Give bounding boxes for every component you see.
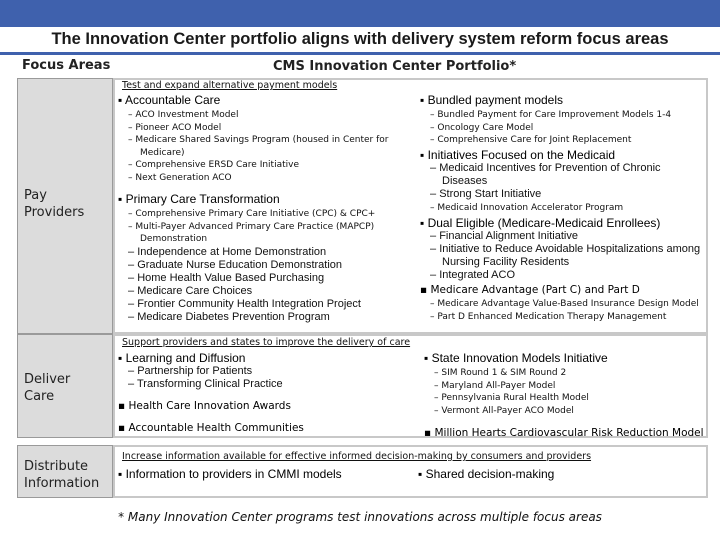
primary-care-title: Primary Care Transformation [125,192,280,206]
million-hearts-title: Million Hearts Cardiovascular Risk Reduction Model [434,427,704,439]
top-banner [0,0,720,27]
list-item: – Maryland All-Payer Model [434,380,704,393]
learning-diffusion-list [128,365,408,391]
primary-care-list [128,208,408,246]
medicare-advantage-list [430,298,704,323]
list-item: – Part D Enhanced Medication Therapy Management [430,311,704,324]
list-item: – Comprehensive Care for Joint Replacement [430,134,704,147]
learning-diffusion-title: Learning and Diffusion [125,351,246,365]
accountable-care-title: Accountable Care [124,93,221,107]
list-item: – Partnership for Patients [128,365,408,378]
list-item: – Medicare Shared Savings Program (housed in Center for Medicare) [128,134,400,159]
innovation-awards-title: Health Care Innovation Awards [128,400,291,412]
shared-decision-title: Shared decision-making [425,467,555,481]
list-item: – Integrated ACO [430,269,704,282]
accountable-care-list [128,109,400,184]
distribute-info-label: Distribute Information [24,459,100,491]
pay-providers-label: Pay Providers [24,188,85,220]
list-item: – Initiative to Reduce Avoidable Hospitalizations among Nursing Facility Residents [430,243,704,269]
focus-areas-heading: Focus Areas [22,58,111,73]
list-item: – Medicare Diabetes Prevention Program [128,311,408,324]
list-item: – Pennsylvania Rural Health Model [434,392,704,405]
bundled-title: Bundled payment models [427,93,564,107]
list-item: – SIM Round 1 & SIM Round 2 [434,367,704,380]
list-item: – Independence at Home Demonstration [128,246,408,259]
list-item: – Medicaid Incentives for Prevention of Chronic Diseases [430,162,704,188]
medicare-advantage-title: Medicare Advantage (Part C) and Part D [430,284,640,296]
cmmi-info-title: Information to providers in CMMI models [125,467,342,481]
list-item: – Graduate Nurse Education Demonstration [128,259,408,272]
list-item: – Home Health Value Based Purchasing [128,272,408,285]
list-item: – Comprehensive ERSD Care Initiative [128,159,400,172]
medicaid-list [430,162,704,201]
accountable-health-communities-title: Accountable Health Communities [128,422,304,434]
list-item: – Financial Alignment Initiative [430,230,704,243]
state-innovation-list [434,367,704,417]
list-item: – ACO Investment Model [128,109,400,122]
primary-care-group: ▪ Primary Care Transformation – Comprehensive Primary Care Initiative (CPC) & CPC+ – Multi-Payer Advanced Primary Care Practice (MAPCP) Demonstration – Independence at Home Demonstration – Graduate Nurse Education Demonstration – Home Health Value Based Purchasing – Medicare Care Choices – Frontier Community Health Integration Project – Medicare Diabetes Prevention Program [118,192,408,324]
list-item: – Oncology Care Model [430,122,704,135]
deliver-care-label: Deliver Care [24,372,71,404]
footnote: * Many Innovation Center programs test innovations across multiple focus areas [118,510,602,524]
learning-diffusion-group: ▪ Learning and Diffusion – Partnership for Patients – Transforming Clinical Practice [118,351,408,391]
dual-eligible-list [430,230,704,282]
list-item: – Strong Start Initiative [430,188,704,201]
portfolio-heading: CMS Innovation Center Portfolio* [273,59,517,74]
state-innovation-group: ▪ State Innovation Models Initiative – SIM Round 1 & SIM Round 2 – Maryland All-Payer Model – Pennsylvania Rural Health Model – Vermont All-Payer ACO Model [424,351,704,417]
list-item: – Medicare Advantage Value-Based Insurance Design Model [430,298,704,311]
list-item: – Transforming Clinical Practice [128,378,408,391]
list-item: – Multi-Payer Advanced Primary Care Practice (MAPCP) Demonstration [128,221,408,246]
list-item: – Bundled Payment for Care Improvement Models 1-4 [430,109,704,122]
primary-care-list-2 [128,246,408,324]
list-item: – Medicare Care Choices [128,285,408,298]
list-item: – Frontier Community Health Integration Project [128,298,408,311]
state-innovation-title: State Innovation Models Initiative [431,351,608,365]
pay-section-title: Test and expand alternative payment models [122,80,338,91]
list-item: – Vermont All-Payer ACO Model [434,405,704,418]
care-section-title: Support providers and states to improve the delivery of care [122,337,411,348]
title-divider [0,52,720,55]
list-item: – Medicaid Innovation Accelerator Program [430,202,704,215]
pay-right-column: ▪ Bundled payment models – Bundled Payment for Care Improvement Models 1-4 – Oncology Care Model – Comprehensive Care for Joint Replacement ▪ Initiatives Focused on the Medicaid – Medicaid Incentives for Prevention of Chronic Diseases – Strong Start Initiative – Medicaid Innovation Accelerator Program ▪ Dual Eligible (Medicare-Medicaid Enrollees) – Financial Alignment Initiative – Initiative to Reduce Avoidable Hospitalizations among Nursing Facility Residents – Integrated ACO ▪ Medicare Advantage (Part C) and Part D – Medicare Advantage Value-Based Insurance Design Model – Part D Enhanced Medication Therapy Management [420,93,704,330]
list-item: – Next Generation ACO [128,172,400,185]
dual-eligible-title: Dual Eligible (Medicare-Medicaid Enrollees) [427,216,661,230]
page-title: The Innovation Center portfolio aligns with delivery system reform focus areas [51,30,669,48]
accountable-care-group: ▪ Accountable Care – ACO Investment Model – Pioneer ACO Model – Medicare Shared Savings Program (housed in Center for Medicare) – Comprehensive ERSD Care Initiative – Next Generation ACO [118,93,400,184]
bundled-list [430,109,704,147]
medicaid-list-2 [430,202,704,215]
list-item: – Pioneer ACO Model [128,122,400,135]
medicaid-title: Initiatives Focused on the Medicaid [427,147,616,162]
list-item: – Comprehensive Primary Care Initiative (CPC) & CPC+ [128,208,408,221]
info-section-title: Increase information available for effective informed decision-making by consumers and providers [122,451,592,462]
